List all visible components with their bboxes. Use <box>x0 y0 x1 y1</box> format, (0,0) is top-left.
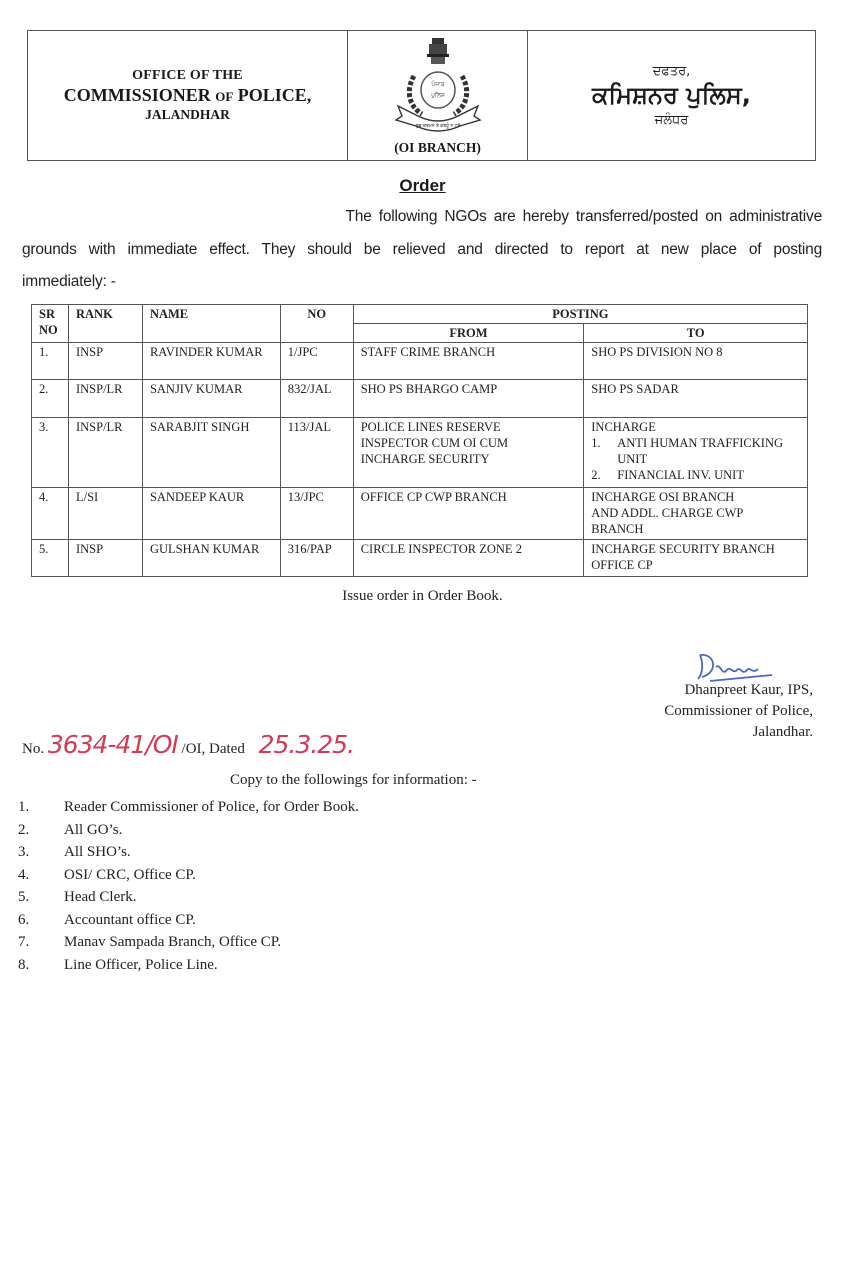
cell-from: CIRCLE INSPECTOR ZONE 2 <box>353 540 584 577</box>
header-sr-no: SR NO <box>32 305 69 343</box>
cell-no: 1/JPC <box>280 343 353 380</box>
signatory-designation: Commissioner of Police, <box>664 703 813 719</box>
cell-sr: 1. <box>32 343 69 380</box>
police-text: POLICE, <box>233 85 312 105</box>
header-name: NAME <box>142 305 280 343</box>
copy-list-item: 5. Head Clerk. <box>18 889 137 905</box>
table-row <box>32 540 808 577</box>
to-list <box>591 435 800 483</box>
header-to: TO <box>584 324 808 343</box>
issue-note: Issue order in Order Book. <box>342 588 503 604</box>
signature <box>690 645 780 685</box>
table-row <box>32 343 808 380</box>
header-from: FROM <box>353 324 584 343</box>
copy-list-item: 6. Accountant office CP. <box>18 911 196 928</box>
to-line: OFFICE CP <box>591 558 653 572</box>
cell-rank: INSP/LR <box>68 418 142 488</box>
emblem-motto: ਸ਼ੁਭ ਕਰਮਨ ਤੇ ਕਬਹੂੰ ਨ ਟਰੋਂ <box>415 124 461 129</box>
cell-name: SANDEEP KAUR <box>142 488 280 540</box>
cell-no: 316/PAP <box>280 540 353 577</box>
from-line: POLICE LINES RESERVE <box>360 420 501 434</box>
cell-name: SANJIV KUMAR <box>142 380 280 418</box>
office-of-the: OFFICE OF THE <box>132 68 243 83</box>
cell-rank: L/SI <box>68 488 142 540</box>
handwritten-dispatch-number: 3634-41/OI <box>47 730 178 759</box>
cell-name: GULSHAN KUMAR <box>142 540 280 577</box>
cell-to: SHO PS SADAR <box>584 380 808 418</box>
cell-sr: 3. <box>32 418 69 488</box>
cell-rank: INSP/LR <box>68 380 142 418</box>
cell-to <box>584 540 808 577</box>
commissioner-of-police <box>64 85 312 106</box>
table-row <box>32 418 808 488</box>
punjabi-city: ਜਲੰਧਰ <box>654 112 689 128</box>
cell-no: 13/JPC <box>280 488 353 540</box>
letterhead-punjabi <box>528 31 815 160</box>
postings-table <box>31 304 808 577</box>
copy-list-item: 2. All GO’s. <box>18 821 123 838</box>
from-line: INCHARGE SECURITY <box>360 452 490 466</box>
order-paragraph-line-1: The following NGOs are hereby transferred/posted on administrative <box>345 208 822 225</box>
signatory-name: Dhanpreet Kaur, IPS, <box>684 682 813 698</box>
commissioner-text: COMMISSIONER <box>63 85 216 105</box>
from-line: INSPECTOR CUM OI CUM <box>360 436 509 450</box>
handwritten-date: 25.3.25. <box>258 730 354 759</box>
to-line: INCHARGE OSI BRANCH <box>591 490 735 504</box>
to-line: INCHARGE SECURITY BRANCH <box>591 542 775 556</box>
cell-no: 113/JAL <box>280 418 353 488</box>
cell-sr: 5. <box>32 540 69 577</box>
punjabi-office: ਦਫਤਰ, <box>652 63 691 79</box>
punjab-police-emblem-icon <box>378 34 498 134</box>
cell-from <box>353 418 584 488</box>
cell-to: SHO PS DIVISION NO 8 <box>584 343 808 380</box>
copy-list-item: 8. Line Officer, Police Line. <box>18 956 218 973</box>
copy-list <box>18 796 359 976</box>
cell-rank: INSP <box>68 343 142 380</box>
svg-text:ਪੁਲਿਸ: ਪੁਲਿਸ <box>431 92 445 99</box>
city-name: JALANDHAR <box>145 107 230 122</box>
cell-sr: 2. <box>32 380 69 418</box>
order-paragraph-line-2: grounds with immediate effect. They should be relieved and directed to report at new place of posting <box>22 241 822 258</box>
header-rank: RANK <box>68 305 142 343</box>
cell-to <box>584 488 808 540</box>
order-paragraph-line-3: immediately: - <box>22 273 116 290</box>
to-heading: INCHARGE <box>591 420 656 434</box>
to-list-item: 1. ANTI HUMAN TRAFFICKING UNIT <box>591 436 783 466</box>
letterhead-english <box>28 31 348 160</box>
dispatch-number-line <box>22 730 354 759</box>
letterhead <box>27 30 816 161</box>
cell-to <box>584 418 808 488</box>
dispatch-suffix: /OI, Dated <box>181 741 245 757</box>
no-label: No. <box>22 741 45 757</box>
cell-name: RAVINDER KUMAR <box>142 343 280 380</box>
letterhead-emblem-cell <box>348 31 528 160</box>
to-line: BRANCH <box>591 522 644 536</box>
order-title: Order <box>399 176 446 195</box>
table-header-row <box>32 305 808 324</box>
to-line: AND ADDL. CHARGE CWP <box>591 506 744 520</box>
cell-rank: INSP <box>68 540 142 577</box>
cell-from: SHO PS BHARGO CAMP <box>353 380 584 418</box>
copy-list-item: 1. Reader Commissioner of Police, for Order Book. <box>18 799 359 815</box>
of-text: OF <box>215 89 234 104</box>
to-list-item: 2. FINANCIAL INV. UNIT <box>591 468 744 482</box>
table-row <box>32 380 808 418</box>
table-row <box>32 488 808 540</box>
cell-from: STAFF CRIME BRANCH <box>353 343 584 380</box>
punjabi-commissioner-police: ਕਮਿਸ਼ਨਰ ਪੁਲਿਸ, <box>592 80 751 109</box>
svg-text:ਪੰਜਾਬ: ਪੰਜਾਬ <box>431 81 445 88</box>
copy-list-item: 7. Manav Sampada Branch, Office CP. <box>18 934 282 950</box>
cell-from: OFFICE CP CWP BRANCH <box>353 488 584 540</box>
signatory-place: Jalandhar. <box>752 724 813 740</box>
header-posting: POSTING <box>353 305 807 324</box>
cell-name: SARABJIT SINGH <box>142 418 280 488</box>
copy-to-heading: Copy to the followings for information: - <box>230 772 477 788</box>
cell-no: 832/JAL <box>280 380 353 418</box>
copy-list-item: 4. OSI/ CRC, Office CP. <box>18 866 196 883</box>
header-no: NO <box>280 305 353 343</box>
cell-sr: 4. <box>32 488 69 540</box>
copy-list-item: 3. All SHO’s. <box>18 844 131 860</box>
branch-label: (OI BRANCH) <box>394 140 481 155</box>
signatory-block <box>664 680 813 743</box>
